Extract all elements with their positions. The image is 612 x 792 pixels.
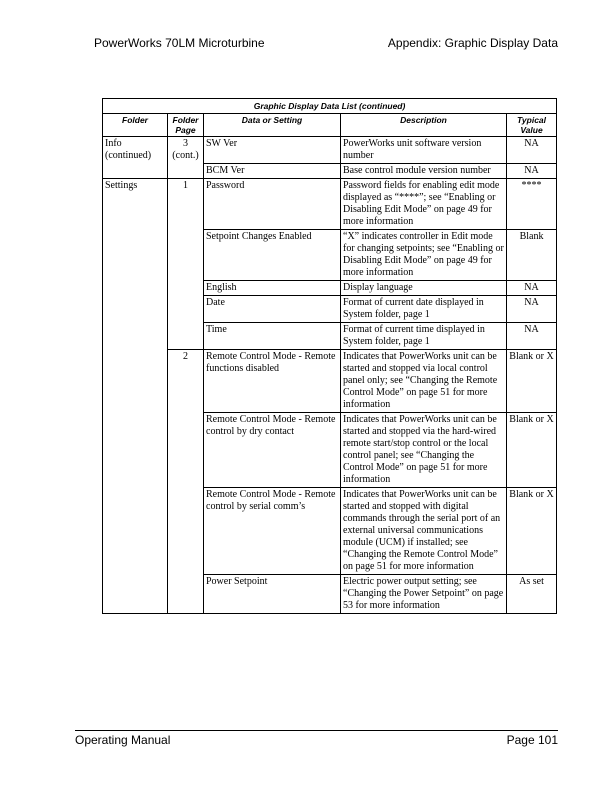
description-cell: Indicates that PowerWorks unit can be started and stopped via local control panel only; see “Changing the Remote Control Mode” on page 51 for more information xyxy=(341,350,507,413)
description-cell: Base control module version number xyxy=(341,164,507,179)
folder-page-cell: 1 xyxy=(168,179,204,350)
column-header-typical-value: Typical Value xyxy=(507,114,557,137)
setting-cell: Remote Control Mode - Remote functions disabled xyxy=(204,350,341,413)
typical-value-cell: Blank xyxy=(507,230,557,281)
setting-cell: Password xyxy=(204,179,341,230)
typical-value-cell: NA xyxy=(507,323,557,350)
setting-cell: Time xyxy=(204,323,341,350)
folder-page-cell: 2 xyxy=(168,350,204,614)
column-header-folder-page: Folder Page xyxy=(168,114,204,137)
description-cell: PowerWorks unit software version number xyxy=(341,137,507,164)
typical-value-cell: **** xyxy=(507,179,557,230)
folder-cell-info: Info (continued) xyxy=(103,137,168,179)
description-cell: Password fields for enabling edit mode displayed as “****”; see “Enabling or Disabling Edit Mode” on page 49 for more information xyxy=(341,179,507,230)
table-header-row xyxy=(103,114,557,137)
description-cell: Electric power output setting; see “Changing the Power Setpoint” on page 53 for more information xyxy=(341,575,507,614)
setting-cell: Setpoint Changes Enabled xyxy=(204,230,341,281)
running-header-section: Appendix: Graphic Display Data xyxy=(387,36,558,50)
description-cell: Display language xyxy=(341,281,507,296)
description-cell: “X” indicates controller in Edit mode for changing setpoints; see “Enabling or Disabling Edit Mode” on page 49 for more information xyxy=(341,230,507,281)
table-row xyxy=(103,350,557,413)
footer-manual-title: Operating Manual xyxy=(75,733,171,747)
column-header-description: Description xyxy=(341,114,507,137)
graphic-display-data-table xyxy=(102,98,557,614)
setting-cell: Power Setpoint xyxy=(204,575,341,614)
column-header-data-setting: Data or Setting xyxy=(204,114,341,137)
folder-cell-settings: Settings xyxy=(103,179,168,614)
description-cell: Indicates that PowerWorks unit can be started and stopped with digital commands through the serial port of an external universal communications module (UCM) if installed; see “Changing the Remote Control Mode” on page 51 for more information xyxy=(341,488,507,575)
setting-cell: BCM Ver xyxy=(204,164,341,179)
description-cell: Indicates that PowerWorks unit can be started and stopped via the hard-wired remote start/stop control or the local control panel; see “Changing the Control Mode” on page 51 for more information xyxy=(341,413,507,488)
setting-cell: Remote Control Mode - Remote control by dry contact xyxy=(204,413,341,488)
table-caption: Graphic Display Data List (continued) xyxy=(103,99,557,114)
typical-value-cell: NA xyxy=(507,164,557,179)
folder-page-cell: 3 (cont.) xyxy=(168,137,204,179)
typical-value-cell: Blank or X xyxy=(507,488,557,575)
description-cell: Format of current time displayed in System folder, page 1 xyxy=(341,323,507,350)
typical-value-cell: NA xyxy=(507,296,557,323)
typical-value-cell: NA xyxy=(507,281,557,296)
setting-cell: Date xyxy=(204,296,341,323)
typical-value-cell: NA xyxy=(507,137,557,164)
column-header-folder: Folder xyxy=(103,114,168,137)
description-cell: Format of current date displayed in System folder, page 1 xyxy=(341,296,507,323)
footer-page-number: Page 101 xyxy=(506,733,558,747)
typical-value-cell: As set xyxy=(507,575,557,614)
typical-value-cell: Blank or X xyxy=(507,413,557,488)
table-row xyxy=(103,179,557,230)
table-row xyxy=(103,137,557,164)
setting-cell: SW Ver xyxy=(204,137,341,164)
typical-value-cell: Blank or X xyxy=(507,350,557,413)
footer-rule xyxy=(75,730,558,731)
setting-cell: Remote Control Mode - Remote control by serial comm’s xyxy=(204,488,341,575)
running-header-title: PowerWorks 70LM Microturbine xyxy=(94,36,265,50)
setting-cell: English xyxy=(204,281,341,296)
